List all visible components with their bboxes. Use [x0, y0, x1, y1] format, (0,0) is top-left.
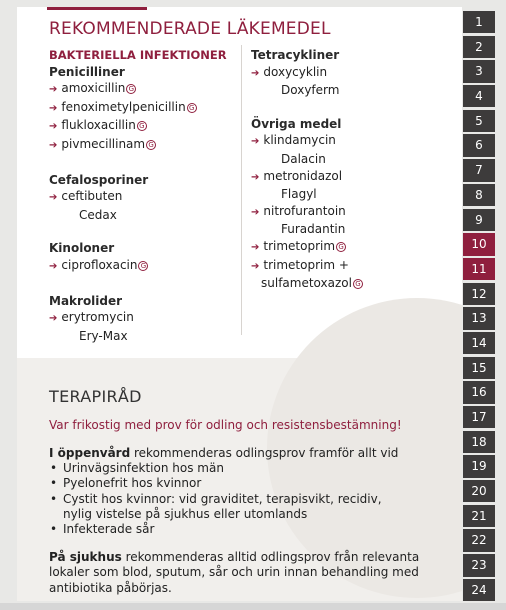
- tab-1[interactable]: 1: [463, 11, 495, 33]
- tab-10[interactable]: 10: [463, 233, 495, 255]
- drug-item-continued[interactable]: sulfametoxazol G: [251, 275, 451, 292]
- tab-4[interactable]: 4: [463, 85, 495, 107]
- arrow-icon: ➔: [49, 313, 58, 325]
- drug-item[interactable]: ➔ nitrofurantoin: [251, 203, 346, 218]
- drug-item[interactable]: ➔ ceftibuten: [49, 189, 123, 204]
- generic-icon: G: [336, 242, 346, 252]
- tab-12[interactable]: 12: [463, 283, 495, 305]
- brand-name: Dalacin: [281, 151, 326, 166]
- right-column: [251, 47, 451, 292]
- page-title: REKOMMENDERADE LÄKEMEDEL: [49, 19, 331, 39]
- list-item: • Urinvägsinfektion hos män: [61, 461, 429, 476]
- arrow-icon: ➔: [49, 139, 58, 151]
- brand-name: Cedax: [79, 207, 117, 222]
- tab-24[interactable]: 24: [463, 579, 495, 601]
- drug-item[interactable]: ➔ fenoximetylpenicillin G: [49, 99, 229, 118]
- drug-item[interactable]: ➔ trimetoprim G: [251, 238, 451, 257]
- arrow-icon: ➔: [49, 121, 58, 133]
- tab-18[interactable]: 18: [463, 431, 495, 453]
- generic-icon: G: [137, 121, 147, 131]
- group-heading-penicilliner: Penicilliner: [49, 64, 125, 79]
- tab-13[interactable]: 13: [463, 307, 495, 329]
- drug-item[interactable]: ➔ metronidazol: [251, 168, 343, 183]
- therapy-section: [17, 358, 462, 601]
- arrow-icon: ➔: [49, 84, 58, 96]
- tab-16[interactable]: 16: [463, 381, 495, 403]
- arrow-icon: ➔: [49, 102, 58, 114]
- tab-6[interactable]: 6: [463, 134, 495, 156]
- tab-9[interactable]: 9: [463, 209, 495, 231]
- tab-15[interactable]: 15: [463, 357, 495, 379]
- tab-19[interactable]: 19: [463, 455, 495, 477]
- tab-20[interactable]: 20: [463, 480, 495, 502]
- therapy-subtitle: Var frikostig med prov för odling och resistensbestämning!: [49, 418, 402, 432]
- therapy-body: [49, 446, 429, 596]
- left-column: [49, 47, 229, 344]
- group-heading-cefalosporiner: Cefalosporiner: [49, 172, 149, 187]
- group-heading-tetracykliner: Tetracykliner: [251, 48, 340, 62]
- category-heading: BAKTERIELLA INFEKTIONER: [49, 48, 227, 62]
- therapy-title: TERAPIRÅD: [49, 387, 142, 406]
- brand-name: Furadantin: [281, 222, 346, 237]
- generic-icon: G: [146, 140, 156, 150]
- brand-name: Doxyferm: [281, 83, 340, 98]
- drug-item[interactable]: ➔ trimetoprim +: [251, 257, 349, 272]
- accent-strip: [47, 7, 147, 10]
- tab-17[interactable]: 17: [463, 406, 495, 428]
- tab-3[interactable]: 3: [463, 60, 495, 82]
- drug-item[interactable]: ➔ flukloxacillin G: [49, 117, 229, 136]
- tab-23[interactable]: 23: [463, 554, 495, 576]
- generic-icon: G: [353, 279, 363, 289]
- tab-7[interactable]: 7: [463, 159, 495, 181]
- tab-22[interactable]: 22: [463, 529, 495, 551]
- brand-name: Flagyl: [281, 187, 317, 202]
- group-heading-kinoloner: Kinoloner: [49, 241, 115, 256]
- tab-2[interactable]: 2: [463, 36, 495, 58]
- column-divider: [241, 45, 242, 335]
- arrow-icon: ➔: [251, 260, 260, 272]
- list-item: • Infekterade sår: [61, 522, 429, 537]
- bottom-scrollbar[interactable]: [0, 603, 506, 610]
- tab-21[interactable]: 21: [463, 505, 495, 527]
- generic-icon: G: [126, 84, 136, 94]
- tab-8[interactable]: 8: [463, 184, 495, 206]
- list-item: • Pyelonefrit hos kvinnor: [61, 476, 429, 491]
- page-tabs: [463, 11, 495, 604]
- group-heading-ovriga: Övriga medel: [251, 116, 342, 131]
- arrow-icon: ➔: [251, 206, 260, 218]
- arrow-icon: ➔: [49, 192, 58, 204]
- drug-item[interactable]: ➔ klindamycin: [251, 133, 336, 148]
- tab-11[interactable]: 11: [463, 258, 495, 280]
- drug-item[interactable]: ➔ amoxicillin G: [49, 80, 229, 99]
- arrow-icon: ➔: [251, 241, 260, 253]
- indication-list: [49, 461, 429, 537]
- document-page: [17, 7, 462, 601]
- hospital-paragraph: På sjukhus rekommenderas alltid odlingsprov från relevanta lokaler som blod, sputum, sår och urin innan behandling med antibiotika påbörjas.: [49, 550, 420, 595]
- arrow-icon: ➔: [49, 260, 58, 272]
- list-item: • Cystit hos kvinnor: vid graviditet, terapisvikt, recidiv, nylig vistelse på sjukhus eller utomlands: [61, 492, 429, 522]
- arrow-icon: ➔: [251, 136, 260, 148]
- generic-icon: G: [187, 103, 197, 113]
- brand-name: Ery-Max: [79, 328, 128, 343]
- drug-item[interactable]: ➔ doxycyklin: [251, 64, 328, 79]
- drug-item[interactable]: ➔ ciprofloxacin G: [49, 257, 229, 276]
- tab-14[interactable]: 14: [463, 332, 495, 354]
- tab-5[interactable]: 5: [463, 110, 495, 132]
- outpatient-paragraph: I öppenvård rekommenderas odlingsprov framför allt vid: [49, 446, 399, 460]
- arrow-icon: ➔: [251, 67, 260, 79]
- group-heading-makrolider: Makrolider: [49, 293, 123, 308]
- drug-item[interactable]: ➔ pivmecillinam G: [49, 136, 229, 155]
- arrow-icon: ➔: [251, 171, 260, 183]
- generic-icon: G: [138, 261, 148, 271]
- drug-item[interactable]: ➔ erytromycin: [49, 310, 134, 325]
